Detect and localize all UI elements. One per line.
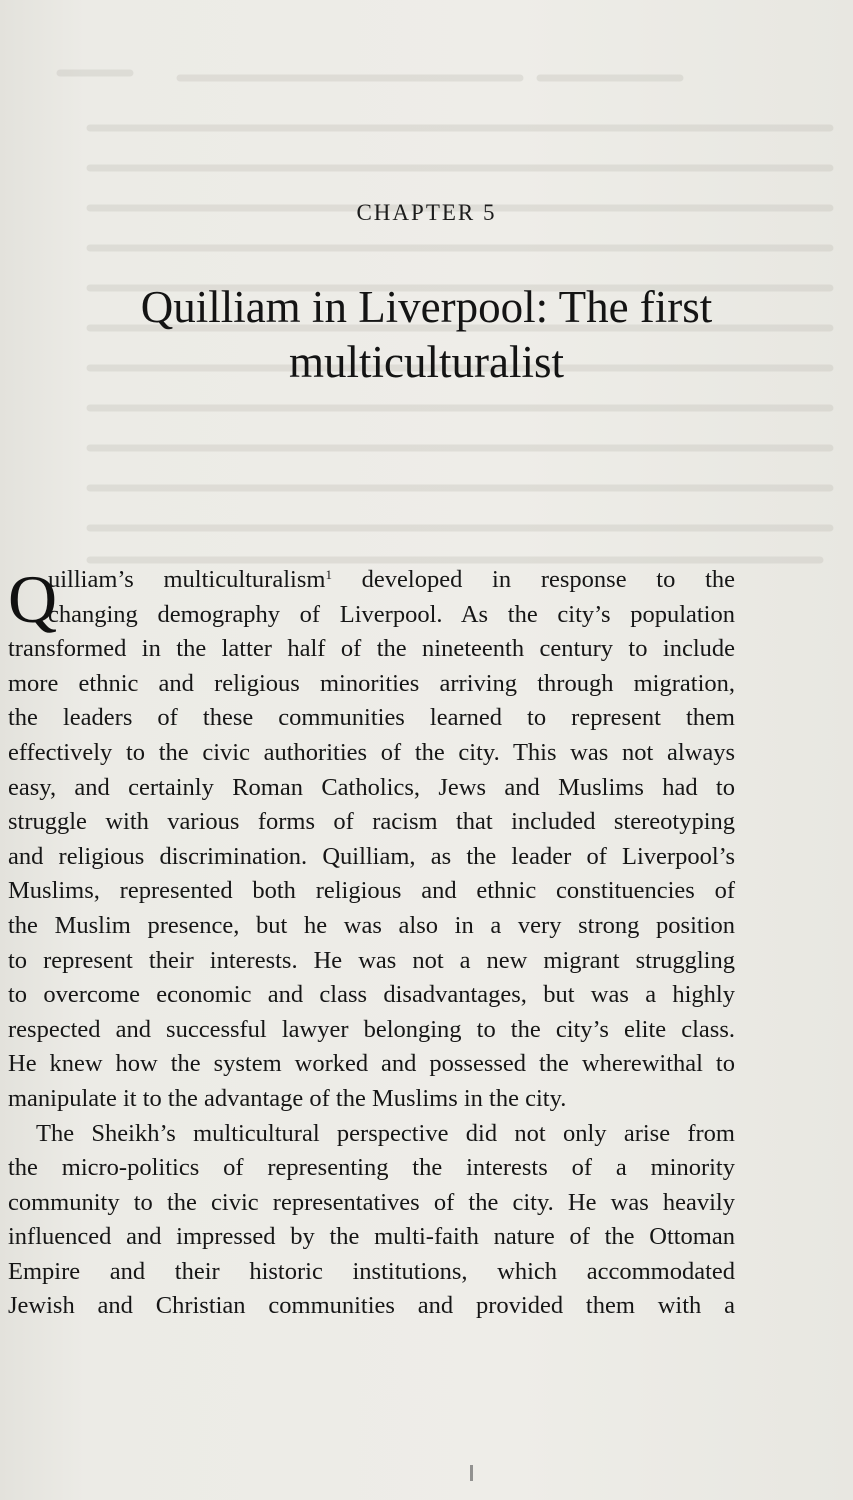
body-line: The Sheikh’s multicultural perspective did not only arise from bbox=[36, 1119, 735, 1147]
body-line: influenced and impressed by the multi-faith nature of the Ottoman bbox=[8, 1223, 735, 1251]
body-line-text: uilliam’s multiculturalism bbox=[48, 566, 326, 593]
body-line: to represent their interests. He was not a new migrant struggling bbox=[8, 946, 735, 974]
body-line-text: developed in response to the bbox=[331, 566, 735, 593]
chapter-number: CHAPTER 5 bbox=[356, 200, 497, 225]
body-line: easy, and certainly Roman Catholics, Jews and Muslims had to bbox=[8, 773, 735, 801]
body-line: struggle with various forms of racism that included stereotyping bbox=[8, 808, 735, 836]
body-line: and religious discrimination. Quilliam, as the leader of Liverpool’s bbox=[8, 842, 735, 870]
page-mark bbox=[470, 1465, 473, 1481]
footnote-reference[interactable]: 1 bbox=[325, 567, 332, 582]
chapter-body-text bbox=[8, 563, 735, 1324]
body-line: the leaders of these communities learned to represent them bbox=[8, 704, 735, 732]
paragraph-2 bbox=[8, 1117, 735, 1325]
body-line: the micro-politics of representing the interests of a minority bbox=[8, 1154, 735, 1182]
paragraph-1 bbox=[8, 563, 735, 1117]
body-line: Empire and their historic institutions, which accommodated bbox=[8, 1257, 735, 1285]
body-line: the Muslim presence, but he was also in a very strong position bbox=[8, 911, 735, 939]
drop-cap: Q bbox=[8, 561, 58, 637]
chapter-title bbox=[0, 280, 853, 390]
body-line: transformed in the latter half of the nineteenth century to include bbox=[8, 635, 735, 663]
body-line: Jewish and Christian communities and provided them with a bbox=[8, 1292, 735, 1320]
body-line: to overcome economic and class disadvantages, but was a highly bbox=[8, 981, 735, 1009]
chapter-title-line-1: Quilliam in Liverpool: The first bbox=[140, 282, 713, 332]
body-line: respected and successful lawyer belonging to the city’s elite class. bbox=[8, 1015, 735, 1043]
body-line: He knew how the system worked and possessed the wherewithal to bbox=[8, 1050, 735, 1078]
body-line: community to the civic representatives of the city. He was heavily bbox=[8, 1188, 735, 1216]
body-line bbox=[8, 563, 735, 598]
body-line: manipulate it to the advantage of the Muslims in the city. bbox=[8, 1084, 567, 1112]
body-line: more ethnic and religious minorities arriving through migration, bbox=[8, 669, 735, 697]
body-line: changing demography of Liverpool. As the city’s population bbox=[48, 600, 735, 628]
body-line: effectively to the civic authorities of the city. This was not always bbox=[8, 738, 735, 766]
body-line: Muslims, represented both religious and ethnic constituencies of bbox=[8, 877, 735, 905]
chapter-title-line-2: multiculturalist bbox=[289, 337, 564, 387]
